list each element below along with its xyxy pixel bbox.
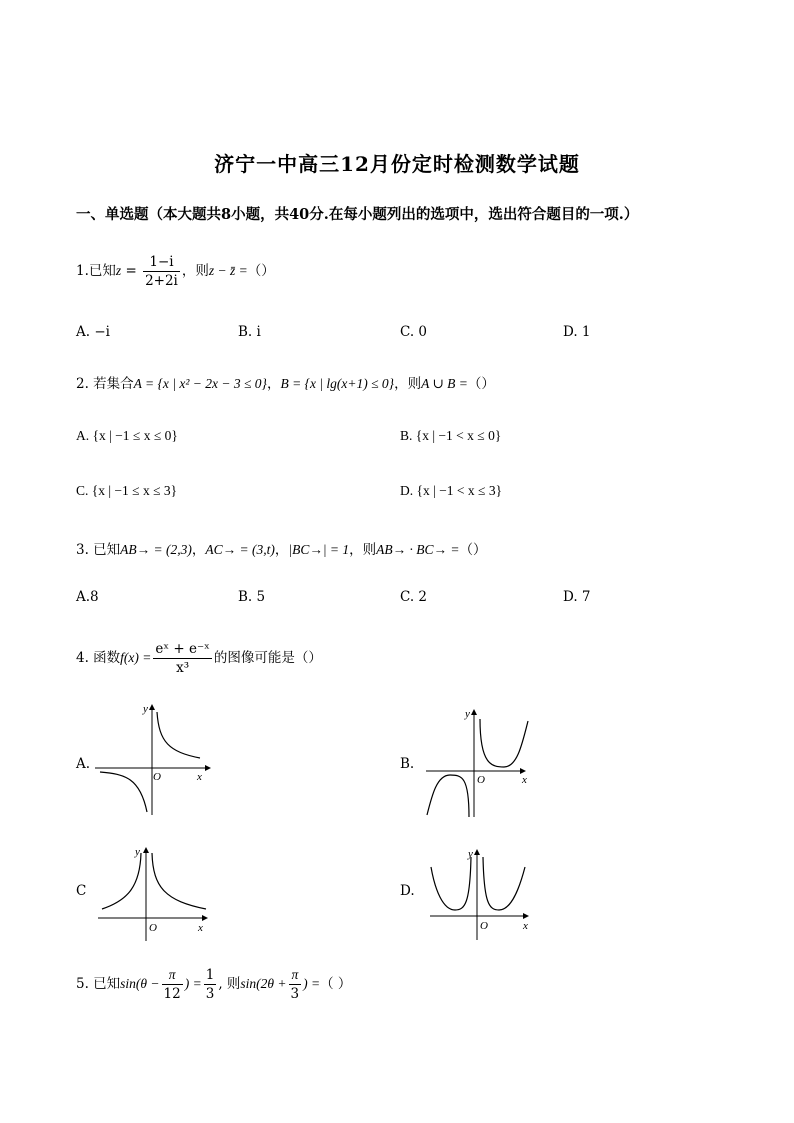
graph-b-y-label: y: [465, 708, 470, 720]
q3-option-b: B. 5: [238, 589, 266, 605]
q4-fraction: [153, 640, 211, 677]
q5-rhs-num: 1: [205, 967, 215, 983]
q5-rhs: [204, 966, 217, 1003]
q4-fx: f(x) =: [120, 650, 152, 665]
q5-pi-3: [289, 966, 302, 1003]
question-4: [76, 640, 322, 677]
q4-option-d: D.: [400, 883, 415, 899]
q2-option-b: B. {x | −1 < x ≤ 0}: [400, 428, 502, 443]
q1-prefix: 1.已知: [76, 263, 116, 279]
q2-prefix: 2. 若集合: [76, 376, 134, 392]
q3-ac: AC→ = (3,t): [205, 542, 275, 557]
q4-option-a: A.: [76, 756, 91, 772]
graph-a-x-label: x: [197, 771, 202, 783]
graph-c: [98, 843, 216, 943]
q3-expression: AB→ · BC→ =: [376, 542, 460, 557]
q4-denominator: x³: [176, 660, 190, 676]
question-3: 3. 已知AB→ = (2,3)，AC→ = (3,t)，|BC→| = 1，则AB→ · BC→ =（）: [76, 542, 487, 558]
q1-eq: =: [121, 263, 142, 279]
q2-tail: （）: [467, 376, 495, 392]
q1-expression: z − z̄ =: [208, 263, 248, 278]
q3-ab: AB→ = (2,3): [120, 542, 192, 557]
q5-prefix: 5. 已知: [76, 976, 121, 992]
q1-option-b: B. i: [238, 324, 261, 340]
graph-c-origin: O: [149, 922, 157, 934]
q1-denominator: 2+2i: [145, 273, 178, 289]
q1-option-a: A. −i: [76, 324, 110, 340]
q5-sin1: sin(θ −: [120, 976, 160, 991]
question-2: [76, 372, 495, 392]
q4-numerator: eˣ + e⁻ˣ: [155, 641, 210, 657]
q1-mid: ，则: [181, 263, 209, 279]
q3-option-a: A.8: [76, 589, 99, 605]
graph-d-origin: O: [480, 920, 488, 932]
q1-numerator: 1−i: [143, 253, 180, 272]
page-title: 济宁一中高三12月份定时检测数学试题: [214, 152, 580, 176]
q2-sep: ，: [266, 376, 281, 392]
q4-prefix: 4. 函数: [76, 650, 121, 666]
q5-pi-12: [162, 966, 183, 1003]
q5-rhs-den: 3: [205, 986, 215, 1002]
q3-bc: |BC→| = 1: [288, 542, 350, 557]
q5-pi-num-1: π: [162, 966, 183, 985]
q3-prefix: 3. 已知: [76, 542, 121, 558]
q5-tail: （ ）: [320, 976, 352, 992]
graph-c-x-label: x: [198, 922, 203, 934]
q5-close1: ) =: [184, 976, 202, 991]
q5-pi-den-2: 3: [290, 986, 300, 1002]
graph-a-y-label: y: [143, 703, 148, 715]
graph-c-y-label: y: [135, 846, 140, 858]
q2-set-b: B = {x | lg(x+1) ≤ 0}: [280, 376, 395, 391]
q4-tail: 的图像可能是（）: [213, 650, 322, 666]
q2-set-a: A = {x | x² − 2x − 3 ≤ 0}: [133, 376, 267, 391]
q1-fraction: [143, 253, 180, 290]
q5-close2: ) =: [303, 976, 321, 991]
q1-option-c: C. 0: [400, 324, 428, 340]
q2-option-c: C. {x | −1 ≤ x ≤ 3}: [76, 483, 178, 498]
q2-option-d: D. {x | −1 < x ≤ 3}: [400, 483, 503, 498]
q1-tail: （）: [247, 263, 275, 279]
graph-a-origin: O: [153, 771, 161, 783]
q5-sin2: sin(2θ +: [240, 976, 287, 991]
q1-z: z: [115, 263, 122, 278]
q2-mid: ，则: [394, 376, 422, 392]
q5-pi-num-2: π: [289, 966, 302, 985]
graph-b-origin: O: [477, 774, 485, 786]
q3-option-c: C. 2: [400, 589, 428, 605]
section-heading: 一、单选题（本大题共8小题，共40分.在每小题列出的选项中，选出符合题目的一项.）: [76, 206, 639, 223]
q2-option-a: A. {x | −1 ≤ x ≤ 0}: [76, 428, 178, 443]
graph-d: [425, 845, 540, 943]
graph-d-y-label: y: [468, 848, 473, 860]
q3-mid: ，则: [349, 542, 377, 558]
q3-option-d: D. 7: [563, 589, 591, 605]
graph-b-x-label: x: [522, 774, 527, 786]
graph-b: [422, 705, 537, 820]
q5-pi-den-1: 12: [163, 986, 181, 1002]
graph-d-x-label: x: [523, 920, 528, 932]
question-5: [76, 966, 351, 1003]
question-1: [76, 253, 275, 290]
q2-expression: A ∪ B =: [421, 376, 468, 391]
q3-tail: （）: [459, 542, 487, 558]
q4-option-b: B.: [400, 756, 415, 772]
q5-mid: , 则: [218, 976, 241, 992]
graph-a: [95, 700, 215, 818]
q4-option-c: C: [76, 883, 87, 899]
q1-option-d: D. 1: [563, 324, 591, 340]
